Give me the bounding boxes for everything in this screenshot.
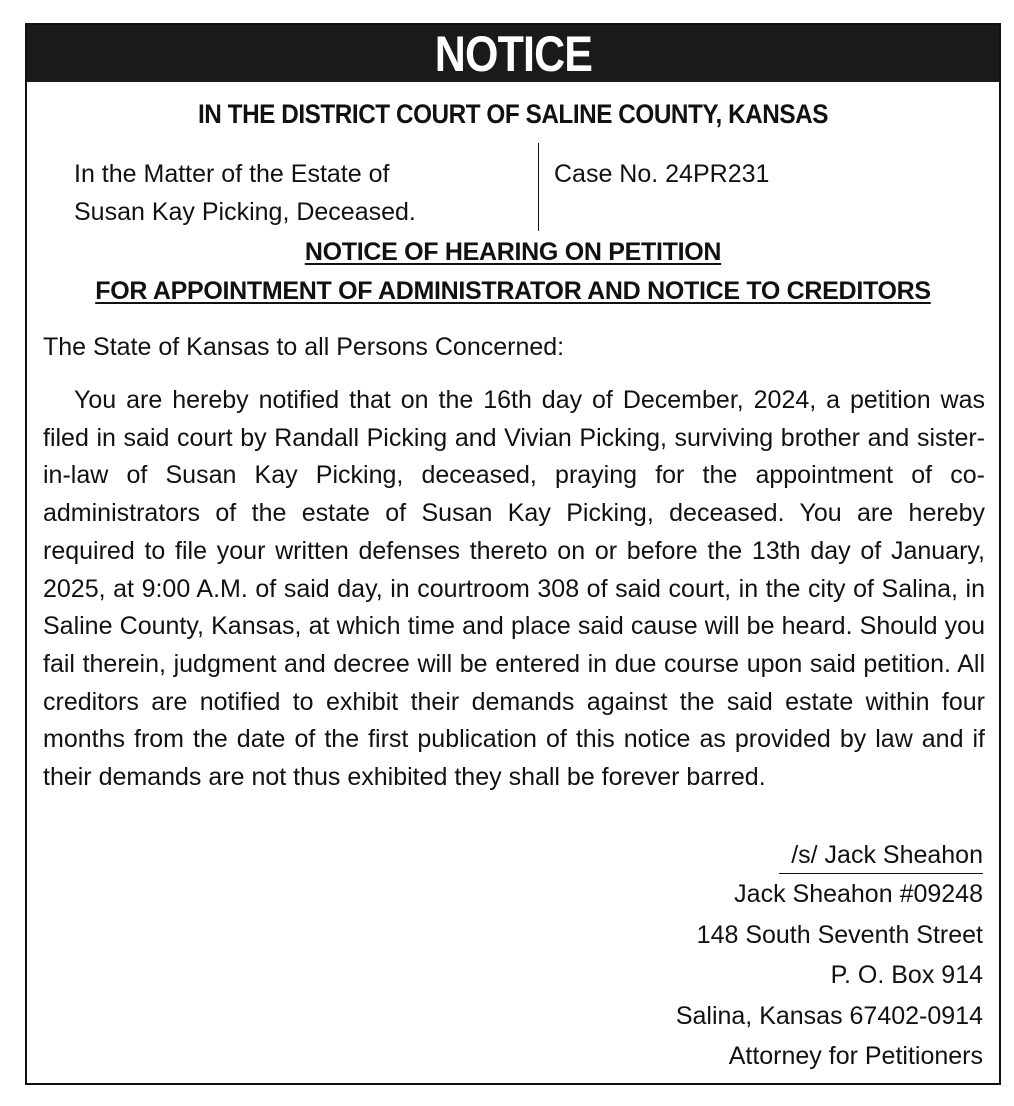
signature-line: /s/ Jack Sheahon — [779, 837, 983, 874]
notice-heading-line-1: NOTICE OF HEARING ON PETITION — [304, 238, 722, 266]
banner-title: NOTICE — [434, 25, 592, 82]
attorney-name: Jack Sheahon #09248 — [734, 880, 983, 908]
signature-block — [676, 837, 983, 1077]
matter-line-1: In the Matter of the Estate of — [74, 160, 390, 188]
court-heading: IN THE DISTRICT COURT OF SALINE COUNTY, KANSAS — [197, 99, 828, 129]
notice-frame — [25, 23, 1001, 1085]
greeting: The State of Kansas to all Persons Concerned: — [43, 333, 565, 361]
case-number: Case No. 24PR231 — [554, 160, 770, 188]
caption-divider — [538, 143, 539, 231]
notice-heading-line-2: FOR APPOINTMENT OF ADMINISTRATOR AND NOTICE TO CREDITORS — [95, 277, 931, 305]
case-caption-matter — [74, 155, 416, 231]
notice-body: You are hereby notified that on the 16th day of December, 2024, a petition was filed in said court by Randall Picking and Vivian Picking, surviving brother and sister-in-law of Susan Kay Picking, deceased, praying for the appointment of co-administrators of the estate of Susan Kay Picking, deceased. You are hereby required to file your written defenses thereto on or before the 13th day of January, 2025, at 9:00 A.M. of said day, in courtroom 308 of said court, in the city of Salina, in Saline County, Kansas, at which time and place said cause will be heard. Should you fail therein, judgment and decree will be entered in due course upon said petition. All creditors are notified to exhibit their demands against the said estate within four months from the date of the first publication of this notice as provided by law and if their demands are not thus exhibited they shall be forever barred. — [43, 386, 985, 792]
attorney-po-box: P. O. Box 914 — [830, 961, 983, 989]
attorney-city: Salina, Kansas 67402-0914 — [675, 1001, 983, 1030]
attorney-role: Attorney for Petitioners — [728, 1042, 983, 1070]
attorney-street: 148 South Seventh Street — [696, 920, 983, 949]
matter-line-2: Susan Kay Picking, Deceased. — [74, 198, 416, 226]
notice-banner — [27, 25, 999, 82]
